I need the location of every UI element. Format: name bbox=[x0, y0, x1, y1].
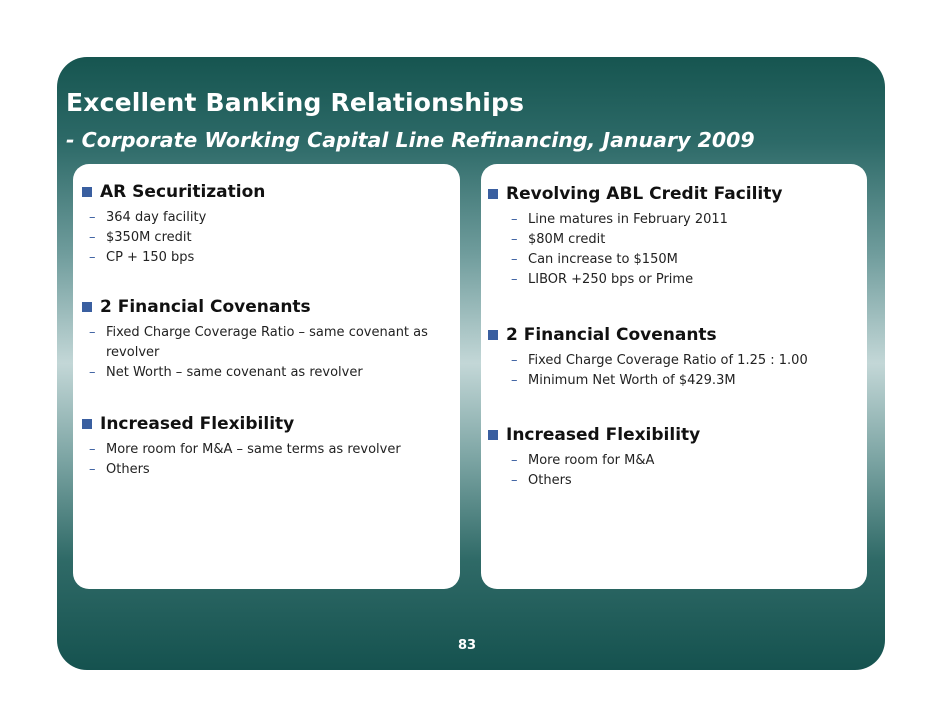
section-heading: AR Securitization bbox=[100, 182, 266, 202]
list-item: – Fixed Charge Coverage Ratio of 1.25 : 1.00 bbox=[504, 351, 858, 371]
square-bullet-icon bbox=[488, 189, 498, 199]
dash-bullet-icon: – bbox=[511, 373, 518, 388]
square-bullet-icon bbox=[82, 187, 92, 197]
bullet-list bbox=[504, 351, 858, 391]
list-item: – Minimum Net Worth of $429.3M bbox=[504, 371, 858, 391]
list-item: – Fixed Charge Coverage Ratio – same covenant as revolver bbox=[89, 325, 428, 360]
right-section-financial-covenants bbox=[488, 325, 858, 391]
square-bullet-icon bbox=[82, 419, 92, 429]
list-item: – Net Worth – same covenant as revolver bbox=[82, 363, 447, 383]
bullet-list bbox=[82, 208, 452, 268]
list-item: – $80M credit bbox=[504, 230, 858, 250]
section-heading: Increased Flexibility bbox=[100, 414, 295, 434]
dash-bullet-icon: – bbox=[511, 272, 518, 287]
list-item: – $350M credit bbox=[82, 228, 452, 248]
dash-bullet-icon: – bbox=[511, 473, 518, 488]
list-item: – Line matures in February 2011 bbox=[504, 210, 858, 230]
list-item: – Others bbox=[504, 471, 858, 491]
dash-bullet-icon: – bbox=[511, 453, 518, 468]
dash-bullet-icon: – bbox=[511, 252, 518, 267]
left-section-ar-securitization bbox=[82, 182, 452, 268]
dash-bullet-icon: – bbox=[511, 212, 518, 227]
left-section-increased-flexibility bbox=[82, 414, 452, 480]
list-item: – Can increase to $150M bbox=[504, 250, 858, 270]
list-item: – LIBOR +250 bps or Prime bbox=[504, 270, 858, 290]
dash-bullet-icon: – bbox=[511, 353, 518, 368]
bullet-list bbox=[82, 440, 452, 480]
slide-subtitle: - Corporate Working Capital Line Refinancing, January 2009 bbox=[66, 128, 755, 152]
list-item: – More room for M&A – same terms as revolver bbox=[82, 440, 452, 460]
list-item: – 364 day facility bbox=[82, 208, 452, 228]
bullet-list bbox=[82, 323, 447, 383]
dash-bullet-icon: – bbox=[511, 232, 518, 247]
section-heading: Revolving ABL Credit Facility bbox=[506, 184, 783, 204]
dash-bullet-icon: – bbox=[89, 365, 96, 380]
dash-bullet-icon: – bbox=[89, 210, 96, 225]
slide-title: Excellent Banking Relationships bbox=[66, 88, 525, 117]
square-bullet-icon bbox=[82, 302, 92, 312]
list-item: – More room for M&A bbox=[504, 451, 858, 471]
section-heading: Increased Flexibility bbox=[506, 425, 701, 445]
right-section-revolving-abl bbox=[488, 184, 858, 290]
section-heading: 2 Financial Covenants bbox=[506, 325, 717, 345]
dash-bullet-icon: – bbox=[89, 325, 96, 340]
square-bullet-icon bbox=[488, 330, 498, 340]
square-bullet-icon bbox=[488, 430, 498, 440]
bullet-list bbox=[504, 451, 858, 491]
list-item: – CP + 150 bps bbox=[82, 248, 452, 268]
dash-bullet-icon: – bbox=[89, 250, 96, 265]
left-section-financial-covenants bbox=[82, 297, 447, 383]
list-item: – Others bbox=[82, 460, 452, 480]
dash-bullet-icon: – bbox=[89, 442, 96, 457]
page-number: 83 bbox=[458, 638, 477, 653]
dash-bullet-icon: – bbox=[89, 462, 96, 477]
dash-bullet-icon: – bbox=[89, 230, 96, 245]
section-heading: 2 Financial Covenants bbox=[100, 297, 311, 317]
bullet-list bbox=[504, 210, 858, 290]
right-section-increased-flexibility bbox=[488, 425, 858, 491]
